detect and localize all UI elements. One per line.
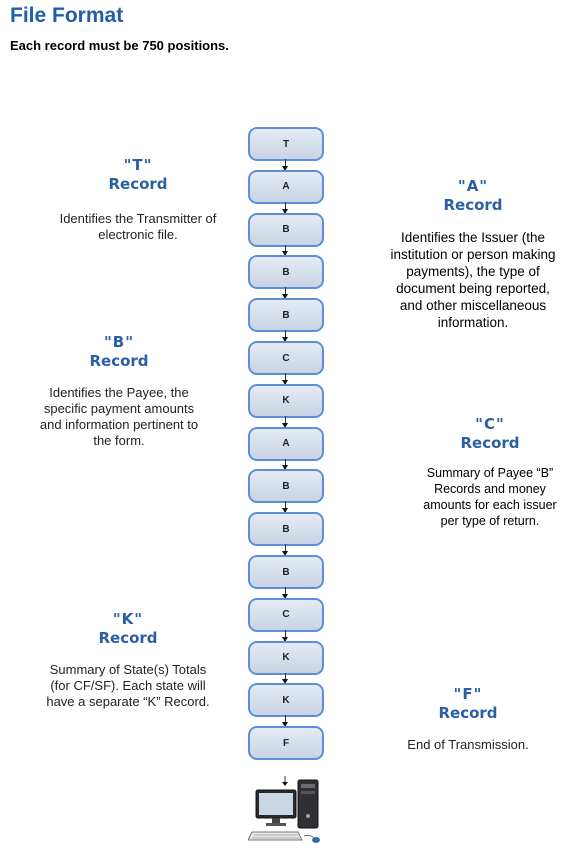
page-title: File Format [10,4,124,27]
record-t-label: Record [108,175,168,193]
record-c-description [410,415,570,529]
flow-box-t: T [248,127,324,161]
flow-arrow [285,544,286,555]
record-b-text [8,385,230,449]
record-b-description [8,333,230,449]
flow-arrow [285,459,286,470]
record-f-line: End of Transmission. [407,737,529,752]
flow-box-b: B [248,555,324,589]
record-a-line: document being reported, [396,281,550,296]
record-k-code: "K" [112,610,144,628]
flow-box-b: B [248,469,324,503]
record-t-heading [48,156,228,194]
record-a-code: "A" [457,177,489,195]
flow-arrow [285,630,286,641]
flow-box-k: K [248,683,324,717]
record-k-line: (for CF/SF). Each state will [50,678,206,693]
record-t-code: "T" [123,156,153,174]
record-t-text [48,211,228,243]
record-c-line: Records and money [434,482,546,496]
record-a-line: information. [437,315,509,330]
record-t-description [48,156,228,243]
record-k-description [28,610,228,710]
record-c-line: amounts for each issuer [423,498,557,512]
flow-arrow [285,159,286,170]
record-b-line: and information pertinent to [39,417,199,432]
flow-arrow [285,330,286,341]
flow-arrow [285,501,286,512]
record-f-code: "F" [453,685,483,703]
record-k-line: Summary of State(s) Totals [49,662,207,677]
flow-arrow [285,715,286,726]
record-a-description [368,177,578,331]
record-b-heading [8,333,230,371]
flow-box-c: C [248,341,324,375]
record-a-heading [368,177,578,215]
record-b-code: "B" [103,333,135,351]
record-a-line: payments), the type of [406,264,540,279]
record-a-line: and other miscellaneous [399,298,547,313]
record-k-heading [28,610,228,648]
record-c-label: Record [460,434,520,452]
flow-box-f: F [248,726,324,760]
record-a-line: Identifies the Issuer (the [400,230,546,245]
flow-arrow [285,673,286,684]
record-k-line: have a separate “K” Record. [46,694,210,709]
flow-arrow [285,287,286,298]
computer-icon [248,776,328,848]
flow-arrow [285,202,286,213]
record-c-code: "C" [475,415,505,433]
flow-box-b: B [248,298,324,332]
record-k-text [28,662,228,710]
flow-arrow [285,587,286,598]
record-t-line: Identifies the Transmitter of [59,211,217,226]
record-b-line: Identifies the Payee, the [49,385,189,400]
record-b-label: Record [89,352,149,370]
flow-box-k: K [248,641,324,675]
record-a-line: institution or person making [390,247,556,262]
record-c-text [410,465,570,529]
record-k-label: Record [98,629,158,647]
flow-box-a: A [248,427,324,461]
flow-box-a: A [248,170,324,204]
record-c-line: Summary of Payee “B” [426,466,554,480]
record-b-line: specific payment amounts [43,401,195,416]
flow-arrow [285,373,286,384]
record-f-label: Record [438,704,498,722]
record-f-text [378,737,558,753]
flow-box-k: K [248,384,324,418]
record-f-description [378,685,558,753]
record-a-text [368,229,578,331]
record-c-heading [410,415,570,453]
flow-box-b: B [248,255,324,289]
record-f-heading [378,685,558,723]
page-subtitle: Each record must be 750 positions. [10,38,229,53]
record-c-line: per type of return. [440,514,540,528]
flow-box-c: C [248,598,324,632]
record-t-line: electronic file. [98,227,178,242]
record-b-line: the form. [93,433,145,448]
flow-arrow [285,416,286,427]
record-a-label: Record [443,196,503,214]
flow-box-b: B [248,213,324,247]
flow-arrow [285,245,286,256]
flow-box-b: B [248,512,324,546]
